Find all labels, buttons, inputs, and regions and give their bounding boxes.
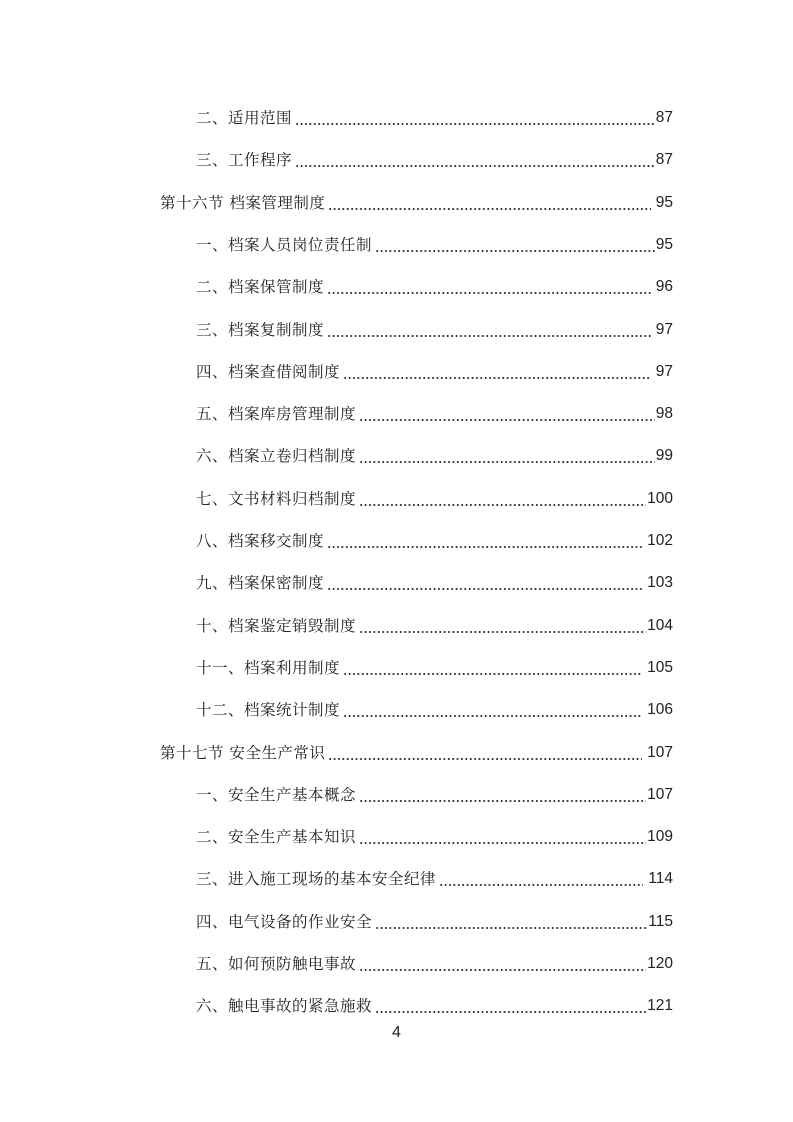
toc-entry-title: 第十七节 安全生产常识: [160, 743, 326, 762]
toc-entry[interactable]: [196, 401, 673, 427]
dot-leader: [327, 570, 642, 596]
dot-leader: [295, 105, 655, 131]
dot-leader: [295, 147, 655, 173]
toc-entry[interactable]: [196, 232, 673, 258]
toc-entry-title: 三、档案复制制度: [196, 320, 325, 339]
dot-leader: [359, 486, 646, 512]
toc-entry[interactable]: [196, 866, 673, 892]
toc-entry-page: 106: [647, 701, 673, 719]
toc-entry-page: 97: [655, 362, 673, 380]
dot-leader: [359, 613, 646, 639]
toc-entry-page: 100: [647, 489, 673, 507]
toc-entry-page: 95: [655, 235, 673, 253]
toc-entry[interactable]: [196, 697, 673, 723]
toc-entry[interactable]: [196, 993, 673, 1019]
toc-entry-title: 六、触电事故的紧急施救: [196, 997, 373, 1016]
toc-entry[interactable]: [196, 909, 673, 935]
dot-leader: [343, 697, 642, 723]
toc-entry-title: 十、档案鉴定销毁制度: [196, 616, 357, 635]
toc-entry-title: 二、档案保管制度: [196, 278, 325, 297]
dot-leader: [359, 782, 646, 808]
toc-entry-page: 115: [648, 912, 673, 930]
dot-leader: [359, 401, 655, 427]
toc-entry-page: 114: [648, 870, 673, 888]
dot-leader: [375, 909, 647, 935]
dot-leader: [343, 359, 651, 385]
toc-section-entry[interactable]: [160, 740, 673, 766]
dot-leader: [439, 866, 643, 892]
toc-entry-page: 105: [647, 658, 673, 676]
toc-entry[interactable]: [196, 655, 673, 681]
toc-entry-title: 一、安全生产基本概念: [196, 785, 357, 804]
toc-entry[interactable]: [196, 147, 673, 173]
dot-leader: [327, 528, 642, 554]
toc-entry-page: 104: [647, 616, 673, 634]
toc-entry-title: 四、档案查借阅制度: [196, 362, 341, 381]
page-number: 4: [392, 1024, 401, 1041]
toc-entry-page: 96: [655, 278, 673, 296]
toc-entry-title: 一、档案人员岗位责任制: [196, 235, 373, 254]
toc-entry-title: 八、档案移交制度: [196, 532, 325, 550]
dot-leader: [328, 190, 650, 216]
toc-entry[interactable]: [196, 951, 673, 977]
toc-entry-page: 102: [647, 532, 673, 549]
toc-entry-page: 120: [647, 955, 673, 972]
toc-section-entry[interactable]: [160, 190, 673, 216]
toc-entry-page: 99: [655, 447, 673, 465]
toc-entry-page: 87: [655, 151, 673, 169]
toc-entry-title: 二、安全生产基本知识: [196, 828, 357, 847]
dot-leader: [359, 443, 655, 469]
dot-leader: [327, 274, 651, 300]
toc-entry-title: 十一、档案利用制度: [196, 658, 341, 677]
dot-leader: [359, 824, 646, 850]
toc-entry[interactable]: [196, 105, 673, 131]
toc-entry-title: 第十六节 档案管理制度: [160, 193, 326, 212]
toc-entry-page: 95: [655, 193, 673, 211]
toc-entry-title: 三、工作程序: [196, 151, 293, 170]
dot-leader: [328, 740, 642, 766]
toc-entry[interactable]: [196, 782, 673, 808]
dot-leader: [343, 655, 642, 681]
toc-entry[interactable]: [196, 528, 673, 554]
toc-entry[interactable]: [196, 317, 673, 343]
toc-entry[interactable]: [196, 824, 673, 850]
toc-entry-page: 121: [647, 997, 673, 1015]
toc-entry-page: 87: [655, 109, 673, 126]
toc-entry[interactable]: [196, 274, 673, 300]
toc-entry-title: 六、档案立卷归档制度: [196, 447, 357, 466]
dot-leader: [359, 951, 646, 977]
dot-leader: [375, 232, 655, 258]
toc-entry-page: 109: [647, 828, 673, 846]
toc-entry-title: 十二、档案统计制度: [196, 701, 341, 720]
toc-entry-title: 五、档案库房管理制度: [196, 405, 357, 424]
toc-entry[interactable]: [196, 570, 673, 596]
toc-entry-title: 七、文书材料归档制度: [196, 489, 357, 508]
toc-entry-page: 107: [647, 743, 673, 761]
toc-entry-title: 二、适用范围: [196, 109, 293, 127]
toc-entry-title: 九、档案保密制度: [196, 574, 325, 593]
toc-entry-title: 五、如何预防触电事故: [196, 955, 357, 973]
toc-entry-page: 103: [647, 574, 673, 592]
toc-entry-title: 三、进入施工现场的基本安全纪律: [196, 870, 437, 889]
toc-entry[interactable]: [196, 443, 673, 469]
dot-leader: [327, 317, 651, 343]
toc-entry[interactable]: [196, 486, 673, 512]
toc-entry-page: 98: [655, 405, 673, 423]
toc-entry-title: 四、电气设备的作业安全: [196, 912, 373, 931]
toc-entry[interactable]: [196, 359, 673, 385]
toc-entry[interactable]: [196, 613, 673, 639]
dot-leader: [375, 993, 646, 1019]
toc-entry-page: 97: [655, 320, 673, 338]
toc-entry-page: 107: [647, 785, 673, 803]
